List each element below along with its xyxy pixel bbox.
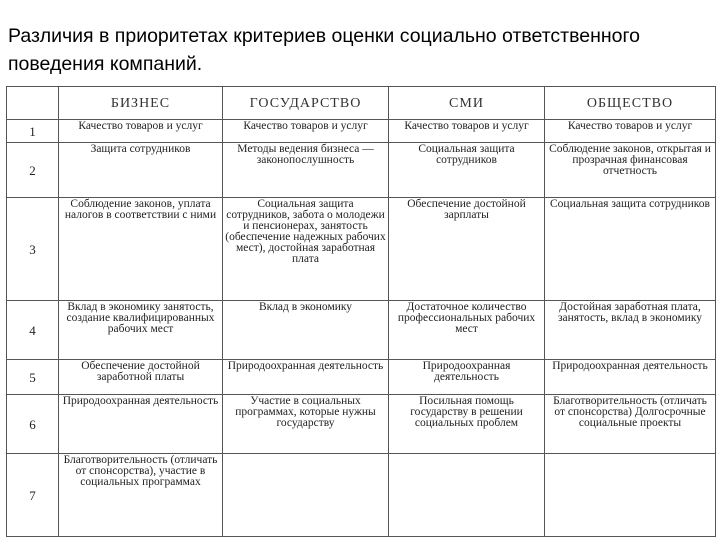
header-media: СМИ xyxy=(389,87,545,120)
criteria-table-wrapper xyxy=(6,86,716,540)
header-number xyxy=(7,87,59,120)
table-cell: Социальная защита сотрудников xyxy=(545,198,716,301)
table-cell: Вклад в экономику xyxy=(223,301,389,360)
header-government: ГОСУДАРСТВО xyxy=(223,87,389,120)
table-cell: Посильная помощь государству в решении социальных проблем xyxy=(389,395,545,454)
table-cell: Обеспечение достойной зарплаты xyxy=(389,198,545,301)
table-cell: Обеспечение достойной заработной платы xyxy=(59,360,223,395)
row-number: 2 xyxy=(7,143,59,198)
table-cell: Достаточное количество профессиональных рабочих мест xyxy=(389,301,545,360)
table-cell: Социальная защита сотрудников xyxy=(389,143,545,198)
table-cell: Природоохранная деятельность xyxy=(389,360,545,395)
table-cell: Соблюдение законов, открытая и прозрачная финансовая отчетность xyxy=(545,143,716,198)
row-number: 1 xyxy=(7,120,59,143)
table-row xyxy=(7,143,716,198)
table-row xyxy=(7,301,716,360)
table-cell xyxy=(545,454,716,537)
row-number: 6 xyxy=(7,395,59,454)
table-cell: Вклад в экономику занятость, создание квалифицированных рабочих мест xyxy=(59,301,223,360)
table-cell xyxy=(389,454,545,537)
table-cell: Участие в социальных программах, которые нужны государству xyxy=(223,395,389,454)
table-row xyxy=(7,454,716,537)
table-cell: Социальная защита сотрудников, забота о молодежи и пенсионерах, занятость (обеспечение надежных рабочих мест), достойная заработная плата xyxy=(223,198,389,301)
table-cell: Качество товаров и услуг xyxy=(545,120,716,143)
table-row xyxy=(7,360,716,395)
table-cell: Природоохранная деятельность xyxy=(59,395,223,454)
row-number: 4 xyxy=(7,301,59,360)
table-header-row xyxy=(7,87,716,120)
criteria-table xyxy=(6,86,716,537)
table-cell: Природоохранная деятельность xyxy=(545,360,716,395)
table-cell: Качество товаров и услуг xyxy=(389,120,545,143)
table-row xyxy=(7,395,716,454)
row-number: 5 xyxy=(7,360,59,395)
row-number: 3 xyxy=(7,198,59,301)
table-row xyxy=(7,198,716,301)
table-cell: Благотворительность (отличать от спонсорства) Долгосрочные социальные проекты xyxy=(545,395,716,454)
row-number: 7 xyxy=(7,454,59,537)
header-society: ОБЩЕСТВО xyxy=(545,87,716,120)
table-cell: Качество товаров и услуг xyxy=(59,120,223,143)
table-cell: Методы ведения бизнеса — законопослушность xyxy=(223,143,389,198)
table-cell: Достойная заработная плата, занятость, вклад в экономику xyxy=(545,301,716,360)
header-business: БИЗНЕС xyxy=(59,87,223,120)
table-cell: Природоохранная деятельность xyxy=(223,360,389,395)
table-cell: Защита сотрудников xyxy=(59,143,223,198)
table-cell: Благотворительность (отличать от спонсорства), участие в социальных программах xyxy=(59,454,223,537)
table-row xyxy=(7,120,716,143)
table-cell: Соблюдение законов, уплата налогов в соответствии с ними xyxy=(59,198,223,301)
page-title: Различия в приоритетах критериев оценки социально ответственного поведения компаний. xyxy=(8,25,640,75)
table-cell: Качество товаров и услуг xyxy=(223,120,389,143)
table-cell xyxy=(223,454,389,537)
